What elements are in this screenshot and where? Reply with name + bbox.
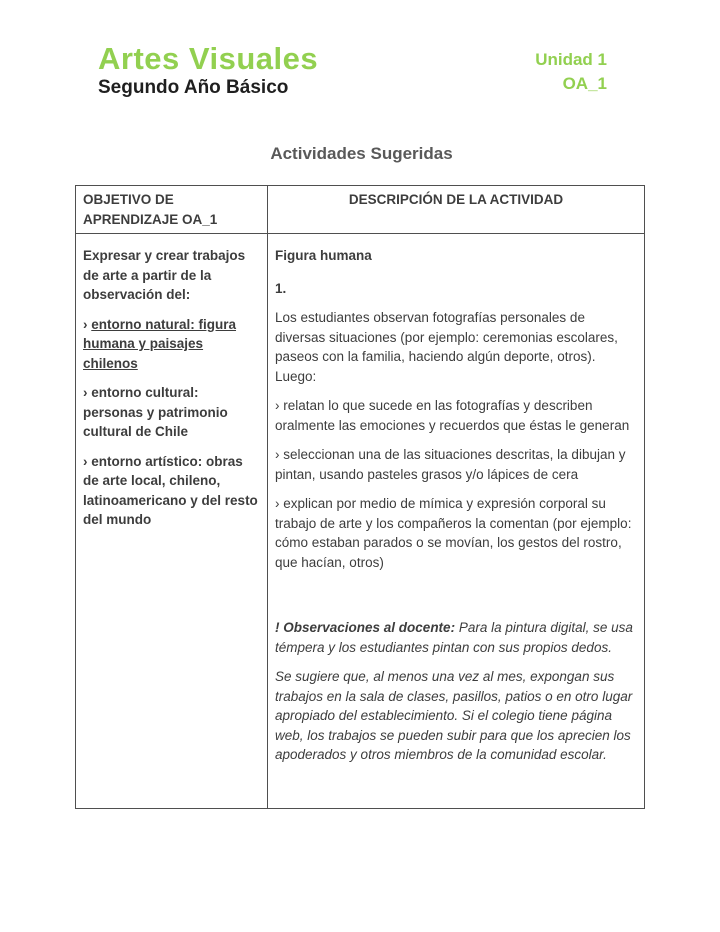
activity-intro: Los estudiantes observan fotografías personales de diversas situaciones (por ejemplo: ceremonias escolares, paseos con la familia, haciendo algún deporte, otros). Luego: — [275, 310, 618, 384]
page-title: Actividades Sugeridas — [270, 144, 453, 163]
oa-label: OA_1 — [562, 74, 607, 93]
teacher-note — [275, 618, 636, 657]
objective-bullet-text: entorno artístico: obras de arte local, chileno, latinoamericano y del resto del mundo — [83, 453, 258, 527]
objective-cell — [76, 234, 268, 809]
bullet-marker: › — [83, 385, 88, 400]
activity-cell — [268, 234, 645, 809]
table-row — [76, 234, 645, 809]
course-title: Artes Visuales — [98, 41, 319, 76]
activity-bullet-text: explican por medio de mímica y expresión corporal su trabajo de arte y los compañeros la comentan (por ejemplo: cómo estaban parados o se movían, los gestos del rostro, que hacían, otros) — [275, 496, 632, 570]
doc-header — [75, 42, 648, 99]
activity-bullet-text: seleccionan una de las situaciones descritas, la dibujan y pintan, usando pasteles grasos y/o lápices de cera — [275, 447, 626, 482]
objective-column-header: OBJETIVO DE APRENDIZAJE OA_1 — [76, 186, 268, 234]
teacher-note-text: Para la pintura digital, se usa témpera y los estudiantes pintan con sus propios dedos. — [275, 620, 633, 655]
doc-header-left — [98, 42, 318, 99]
activity-number: 1. — [275, 280, 287, 296]
bullet-marker: › — [83, 453, 88, 469]
objective-bullet-1 — [83, 315, 259, 374]
activity-bullet-1 — [275, 396, 636, 435]
bullet-marker: › — [275, 398, 280, 413]
objective-bullet-3 — [83, 452, 259, 530]
objective-bullet-text: entorno cultural: personas y patrimonio cultural de Chile — [83, 385, 228, 439]
grade-subtitle: Segundo Año Básico — [98, 77, 289, 98]
activity-column-header: DESCRIPCIÓN DE LA ACTIVIDAD — [268, 186, 645, 234]
doc-header-right — [535, 48, 607, 96]
activity-heading: Figura humana — [275, 248, 372, 263]
unit-label: Unidad 1 — [535, 50, 607, 69]
objective-intro: Expresar y crear trabajos de arte a partir de la observación del: — [83, 248, 246, 302]
activity-bullet-text: relatan lo que sucede en las fotografías y describen oralmente las emociones y recuerdos que éstas le generan — [275, 398, 630, 433]
objective-bullet-2 — [83, 383, 259, 442]
teacher-note-label: ! Observaciones al docente: — [275, 620, 456, 635]
activity-bullet-3 — [275, 494, 636, 572]
table-header-row — [76, 186, 645, 234]
teacher-note-paragraph-2: Se sugiere que, al menos una vez al mes, expongan sus trabajos en la sala de clases, pasillos, patios o en otro lugar apropiado del establecimiento. Si el colegio tiene página web, los trabajos se pueden subir para que los aprecien los apoderados y otros miembros de la comunidad escolar. — [275, 669, 633, 762]
bullet-marker: › — [83, 316, 88, 332]
objective-bullet-text: entorno natural: figura humana y paisajes chilenos — [83, 316, 237, 371]
activities-table — [75, 185, 645, 809]
activity-bullet-2 — [275, 445, 636, 484]
bullet-marker: › — [275, 496, 280, 511]
bullet-marker: › — [275, 447, 280, 462]
